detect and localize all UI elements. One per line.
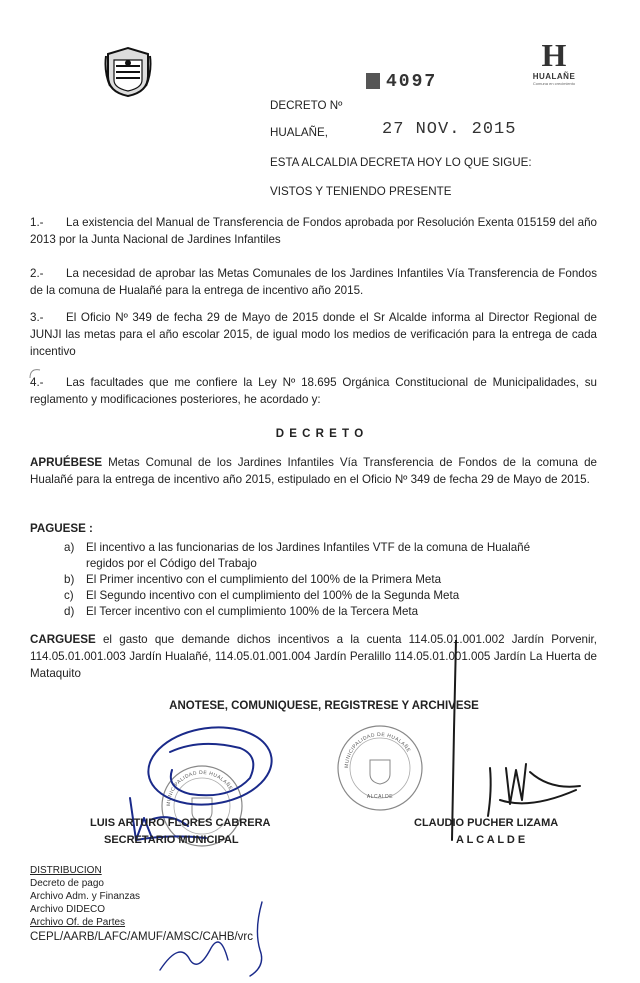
hualane-logo-letter: H xyxy=(541,37,567,73)
hualane-logo-title: HUALAÑE xyxy=(532,72,576,81)
item-text: El Tercer incentivo con el cumplimiento 100% de la Tercera Meta xyxy=(86,605,419,618)
municipal-crest-icon xyxy=(104,46,152,98)
considerando-text: La existencia del Manual de Transferencia de Fondos aprobada por Resolución Exenta 015159 del año 2013 por la Junta Nacional de Jardines Infantiles xyxy=(30,216,597,246)
margin-punch-mark xyxy=(28,366,44,382)
considerando-number: 4.- xyxy=(30,376,44,389)
item-letter: c) xyxy=(64,589,74,602)
right-stamp-text: MUNICIPALIDAD DE HUALAÑE xyxy=(343,731,412,769)
item-letter: b) xyxy=(64,573,75,586)
distribucion-line: Archivo DIDECO xyxy=(30,904,106,915)
secretary-title: SECRETARIO MUNICIPAL xyxy=(104,834,239,846)
apruebese-text: Metas Comunal de los Jardines Infantiles Vía Transferencia de Fondos de la comuna de Hualañé para la entrega de incentivo año 2015, estipulado en el Oficio Nº 349 de fecha 29 de Mayo de 2015. xyxy=(30,456,597,486)
considerando-4 xyxy=(30,374,597,408)
numbering-stamp-icon xyxy=(366,73,380,89)
vistos-line: VISTOS Y TENIENDO PRESENTE xyxy=(270,185,452,198)
item-letter: a) xyxy=(64,541,75,554)
right-stamp-bottom: ALCALDE xyxy=(366,794,394,800)
paguese-label: PAGUESE : xyxy=(30,522,93,535)
closing-line: ANOTESE, COMUNIQUESE, REGISTRESE Y ARCHIVESE xyxy=(169,700,479,712)
left-stamp-text: MUNICIPALIDAD DE HUALAÑE xyxy=(165,769,234,807)
considerando-1 xyxy=(30,214,597,248)
hualane-logo-tagline: Comuna en crecimiento xyxy=(532,81,576,86)
item-text: El Segundo incentivo con el cumplimiento del 100% de la Segunda Meta xyxy=(86,589,460,602)
alcaldia-line: ESTA ALCALDIA DECRETA HOY LO QUE SIGUE: xyxy=(270,156,532,169)
item-text: El Primer incentivo con el cumplimiento del 100% de la Primera Meta xyxy=(86,573,442,586)
paguese-item-a xyxy=(64,540,530,572)
carguese-label: CARGUESE xyxy=(30,633,96,646)
paguese-item-b xyxy=(64,572,441,588)
hualane-logo xyxy=(520,38,588,94)
mayor-name: CLAUDIO PUCHER LIZAMA xyxy=(414,817,559,829)
decree-number-value: 4097 xyxy=(386,72,438,92)
secretary-name: LUIS ARTURO FLORES CABRERA xyxy=(90,817,271,829)
distribucion-title: DISTRIBUCION xyxy=(30,865,102,876)
item-text: El incentivo a las funcionarias de los Jardines Infantiles VTF de la comuna de Hualañé xyxy=(86,541,531,554)
item-letter: d) xyxy=(64,605,75,618)
carguese-text: el gasto que demande dichos incentivos a la cuenta 114.05.01.001.002 Jardín Porvenir, 114.05.01.001.003 Jardín Hualañé, 114.05.01.001.004 Jardín Peralillo 114.05.01.001.005 Jardín La Huerta de Mataquito xyxy=(30,633,597,680)
considerando-text: La necesidad de aprobar las Metas Comunales de los Jardines Infantiles Vía Transferencia de Fondos de la comuna de Hualañé para la entrega de incentivo año 2015. xyxy=(30,267,597,297)
distribucion-line: Archivo Of. de Partes xyxy=(30,917,126,928)
paguese-item-d xyxy=(64,604,418,620)
distribucion-line: Decreto de pago xyxy=(30,878,104,889)
apruebese-label: APRUÉBESE xyxy=(30,456,103,469)
mayor-title: A L C A L D E xyxy=(456,834,526,846)
initials-scribble xyxy=(150,900,280,980)
apruebese-paragraph xyxy=(30,454,597,488)
right-official-stamp xyxy=(334,722,426,814)
considerando-number: 1.- xyxy=(30,216,44,229)
distribucion-initials: CEPL/AARB/LAFC/AMUF/AMSC/CAHB/vrc xyxy=(30,931,254,943)
considerando-text: El Oficio Nº 349 de fecha 29 de Mayo de 2015 donde el Sr Alcalde informa al Director Regional de JUNJI las metas para el año escolar 2015, de igual modo los medios de verificación para la entrega de cada incentivo xyxy=(30,311,597,358)
decreto-heading: D E C R E T O xyxy=(275,428,365,440)
considerando-number: 3.- xyxy=(30,311,44,324)
considerando-number: 2.- xyxy=(30,267,44,280)
decree-number xyxy=(366,72,437,92)
considerando-text: Las facultades que me confiere la Ley Nº 18.695 Orgánica Constitucional de Municipalidades, su reglamento y modificaciones posteriores, he acordado y: xyxy=(30,376,597,406)
item-text-continued: regidos por el Código del Trabajo xyxy=(86,557,257,570)
considerando-2 xyxy=(30,265,597,299)
decreto-label: DECRETO Nº xyxy=(270,99,343,112)
paguese-item-c xyxy=(64,588,459,604)
distribucion-line: Archivo Adm. y Finanzas xyxy=(30,891,141,902)
date-stamp: 27 NOV. 2015 xyxy=(382,120,517,139)
considerando-3 xyxy=(30,309,597,360)
place-label: HUALAÑE, xyxy=(270,126,328,139)
